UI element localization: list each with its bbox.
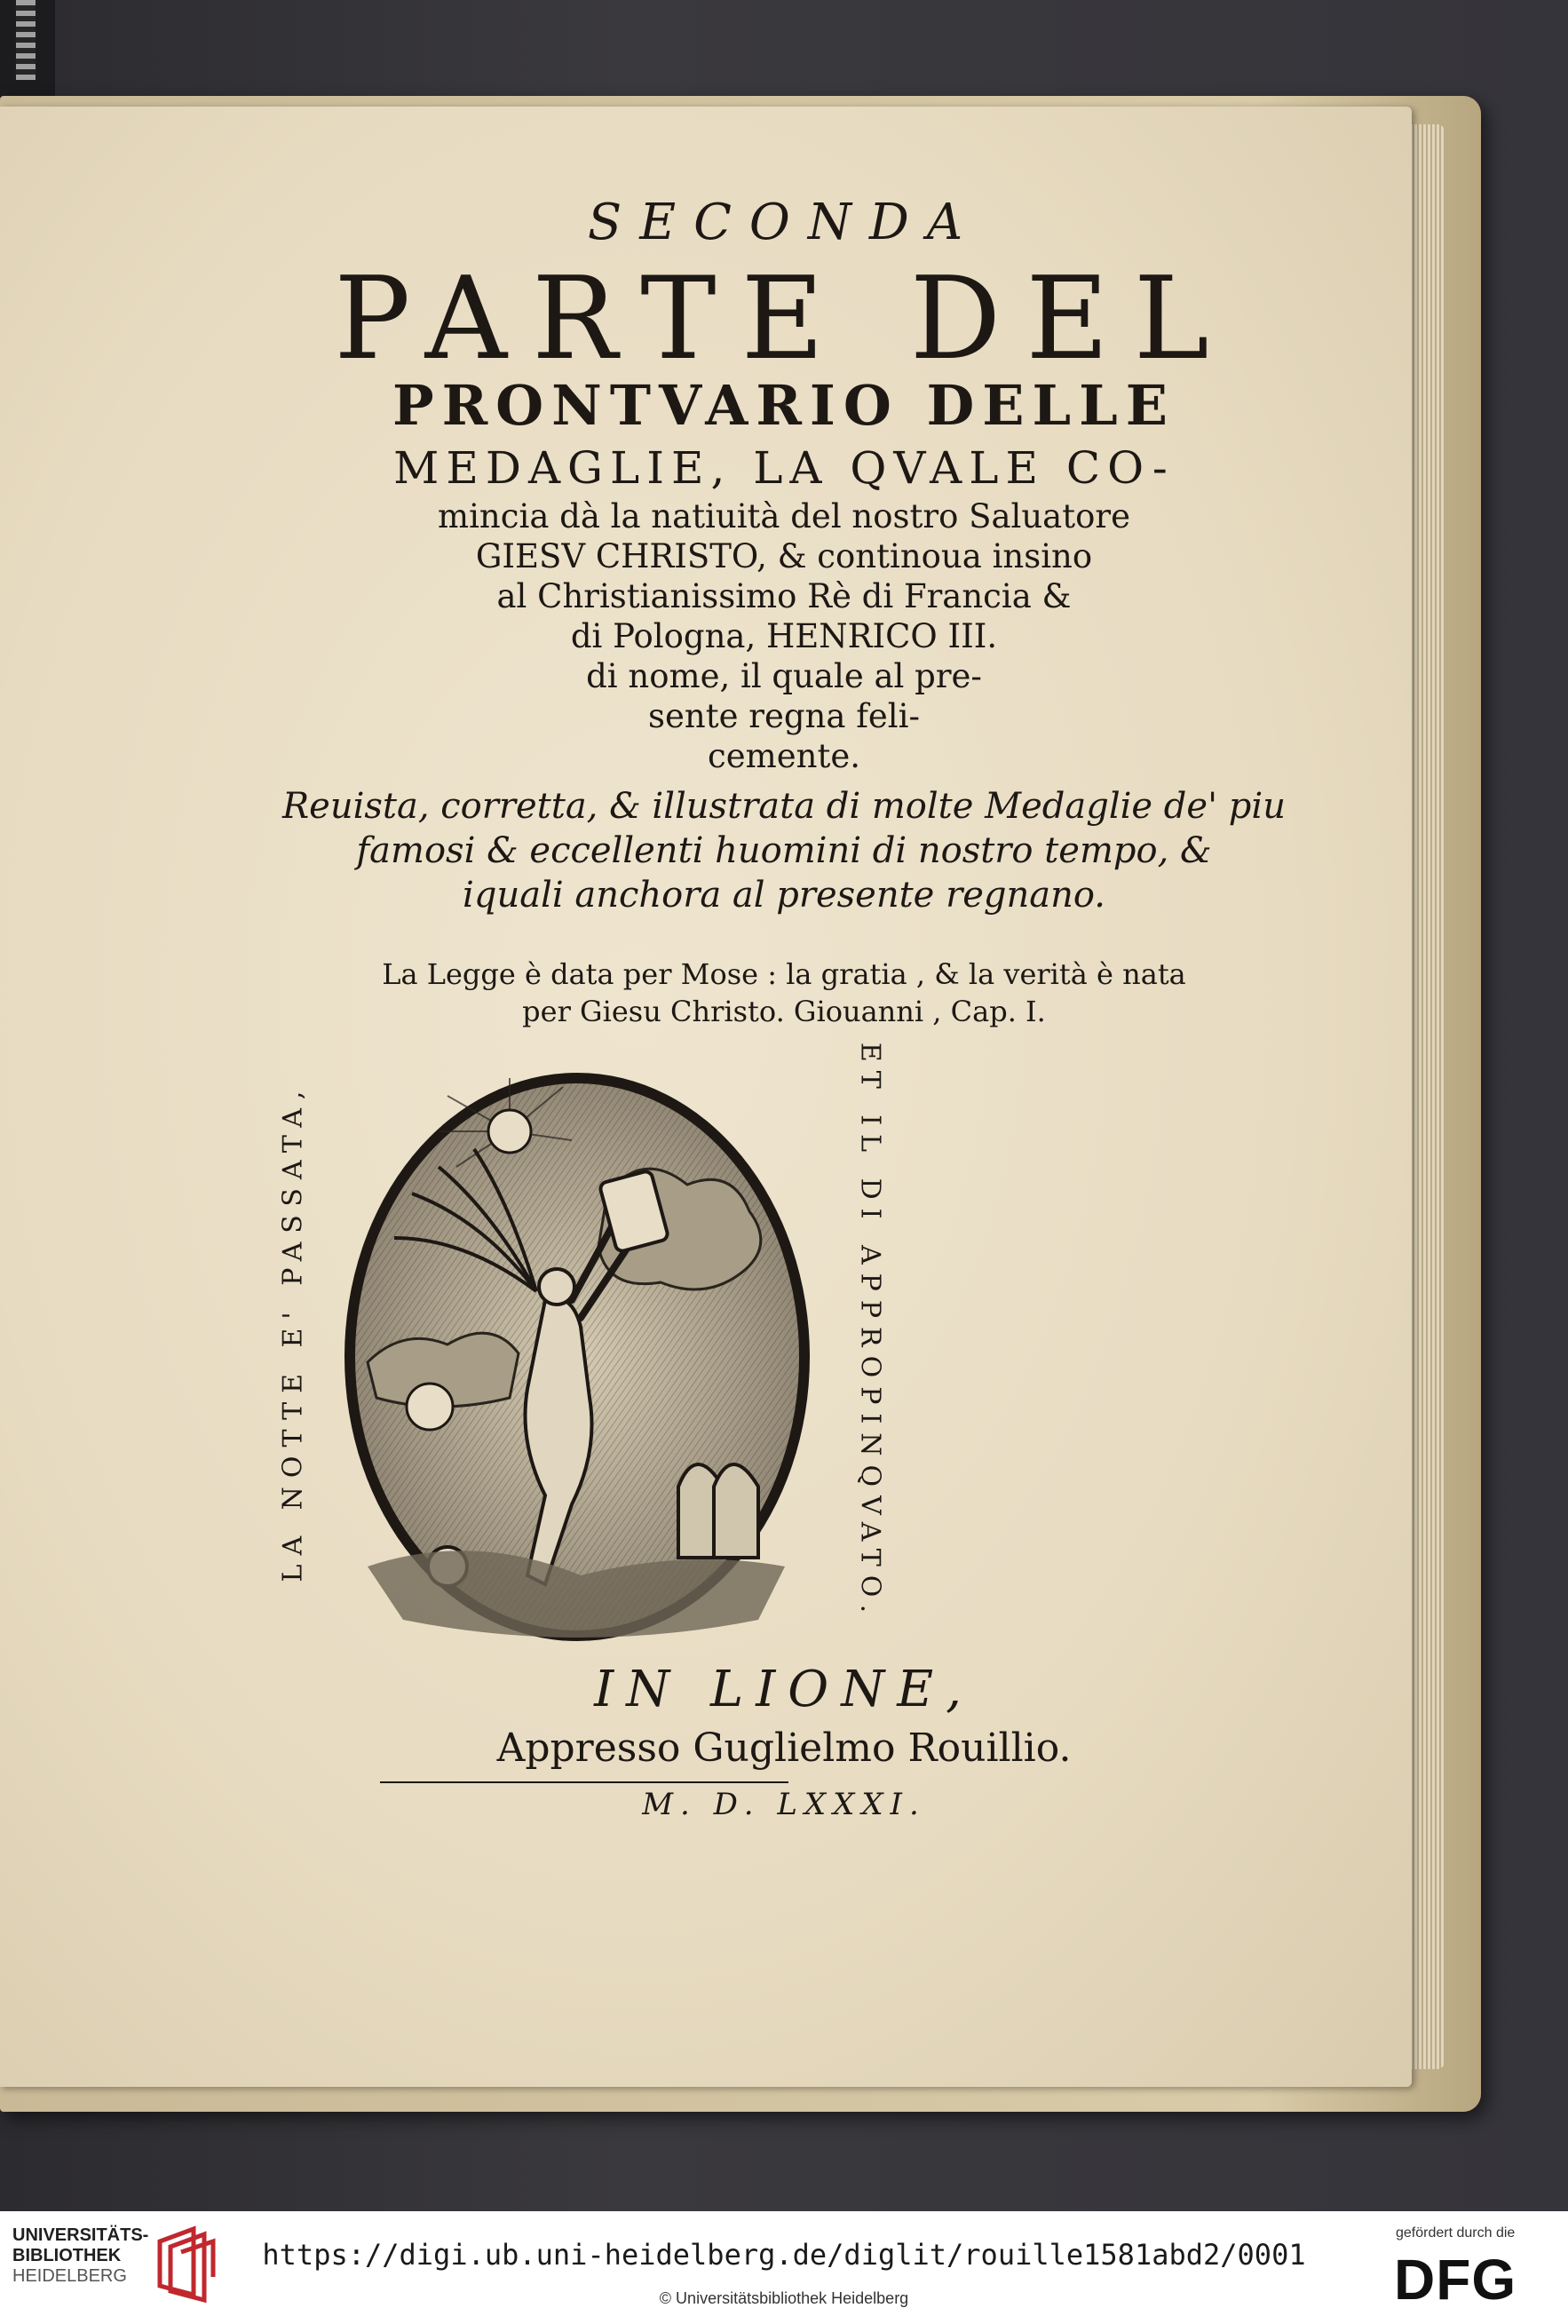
title-prontuario: PRONTVARIO DELLE [392, 373, 1176, 438]
motto-line: La Legge è data per Mose : la gratia , & la verità è nata [382, 957, 1186, 991]
imprint-date: M. D. LXXXI. [642, 1787, 926, 1822]
permalink-url[interactable]: https://digi.ub.uni-heidelberg.de/diglit/rouille1581abd2/0001 [262, 2238, 1306, 2272]
body-line: al Christianissimo Rè di Francia & [496, 577, 1072, 615]
calibration-ruler [16, 0, 36, 80]
revision-line: famosi & eccellenti huomini di nostro tempo, & [356, 830, 1212, 871]
moon-face-icon [407, 1384, 453, 1430]
title-seconda: SECONDA [587, 194, 981, 251]
motto-line: per Giesu Christo. Giouanni , Cap. I. [522, 995, 1046, 1028]
imprint-rule [380, 1781, 788, 1783]
printer-emblem-woodcut [341, 1069, 813, 1645]
revision-line: Reuista, corretta, & illustrata di molte Medaglie de' piu [282, 786, 1286, 827]
title-parte-del: PARTE DEL [334, 253, 1234, 385]
color-calibration-strip [0, 0, 55, 105]
body-line: di nome, il quale al pre- [586, 657, 982, 695]
revision-line: iquali anchora al presente regnano. [463, 875, 1105, 916]
funder-caption: gefördert durch die [1396, 2225, 1516, 2241]
title-medaglie: MEDAGLIE, LA QVALE CO- [393, 442, 1175, 494]
body-line: sente regna feli- [648, 697, 920, 735]
body-line: mincia dà la natiuità del nostro Saluatore [438, 497, 1130, 535]
sun-face-icon [488, 1110, 531, 1153]
library-name-line: BIBLIOTHEK [12, 2246, 122, 2265]
body-line: di Pologna, HENRICO III. [570, 617, 998, 655]
copyright-notice: © Universitätsbibliothek Heidelberg [659, 2289, 909, 2307]
emblem-right-inscription: ET IL DI APPROPINQVATO. [854, 1042, 886, 1622]
library-name-line: HEIDELBERG [12, 2266, 127, 2286]
dfg-logo: DFG [1394, 2248, 1517, 2312]
emblem-left-inscription: LA NOTTE E' PASSATA, [277, 1082, 309, 1582]
imprint-place: IN LIONE, [594, 1661, 974, 1718]
library-name-line: UNIVERSITÄTS- [12, 2225, 149, 2245]
footer-bar [0, 2211, 1568, 2324]
imprint-printer: Appresso Guglielmo Rouillio. [496, 1725, 1072, 1771]
body-line: cemente. [708, 737, 860, 775]
body-line: GIESV CHRISTO, & continoua insino [475, 537, 1093, 575]
